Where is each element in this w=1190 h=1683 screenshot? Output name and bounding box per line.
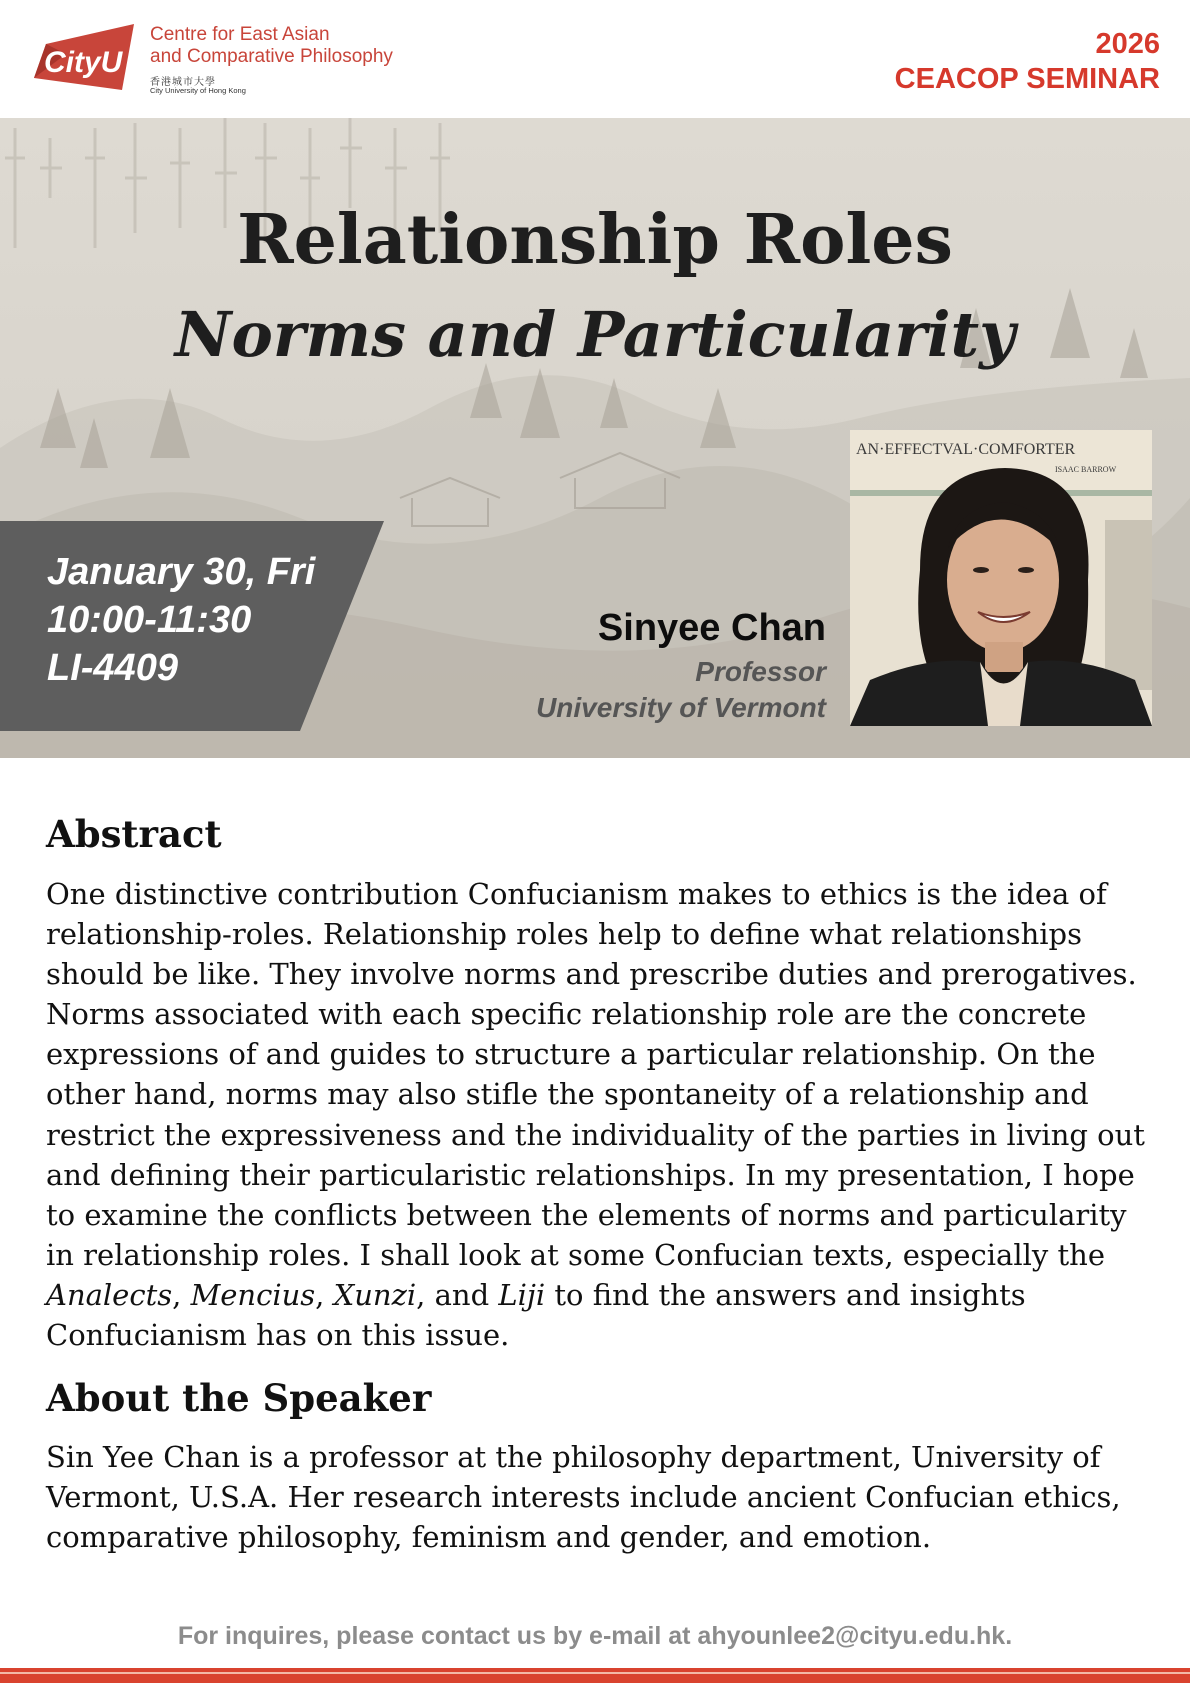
- speaker-name: Sinyee Chan: [597, 607, 826, 649]
- university-name-en: City University of Hong Kong: [150, 86, 246, 95]
- speaker-photo: [850, 430, 1152, 726]
- photo-inscription: AN·EFFECTVAL·COMFORTER: [856, 441, 1076, 458]
- speaker-title: Professor: [695, 656, 826, 687]
- separator: , and: [416, 1277, 499, 1312]
- speaker-affiliation: University of Vermont: [536, 692, 826, 723]
- event-info-box: [0, 521, 384, 731]
- footer-accent-bar: [0, 1668, 1190, 1683]
- seminar-title: Relationship Roles: [237, 200, 953, 280]
- seminar-name: CEACOP SEMINAR: [894, 63, 1160, 95]
- abstract-text: [46, 874, 1154, 1355]
- centre-name: [150, 24, 393, 68]
- event-time: 10:00-11:30: [47, 599, 252, 641]
- book-liji: Liji: [498, 1277, 546, 1312]
- event-venue: LI-4409: [47, 647, 178, 689]
- logo-text: CityU: [44, 46, 123, 79]
- seminar-year: 2026: [1095, 28, 1160, 60]
- event-date: January 30, Fri: [47, 551, 316, 593]
- header: [0, 0, 1190, 118]
- separator: ,: [315, 1277, 334, 1312]
- speaker-bio-text: Sin Yee Chan is a professor at the philosophy department, University of Vermont, U.S.A. Her research interests include ancient Confucian ethics, comparative philosophy, feminism and gender, and emotion.: [46, 1440, 1121, 1555]
- abstract-ending: to find the answers and insights Confucianism has on this issue.: [46, 1277, 1026, 1353]
- centre-name-line2: and Comparative Philosophy: [150, 46, 393, 67]
- seminar-subtitle: Norms and Particularity: [174, 298, 1016, 371]
- centre-name-line1: Centre for East Asian: [150, 24, 330, 45]
- abstract-heading: Abstract: [46, 812, 222, 856]
- abstract-body: One distinctive contribution Confucianism makes to ethics is the idea of relationship-roles. Relationship roles help to define what relationships should be like. They involve norms and prescribe duties and prerogatives. Norms associated with each specific relationship role are the concrete expressions of and guides to structure a particular relationship. On the other hand, norms may also stifle the spontaneity of a relationship and restrict the expressiveness and the individuality of the parties in living out and defining their particularistic relationships. In my presentation, I hope to examine the conflicts between the elements of norms and particularity in relationship roles. I shall look at some Confucian texts, especially the: [46, 877, 1145, 1272]
- cityu-logo: [26, 24, 142, 94]
- book-xunzi: Xunzi: [333, 1277, 417, 1312]
- banner: [0, 118, 1190, 758]
- university-name-zh: 香港城市大學: [150, 77, 216, 88]
- book-mencius: Mencius: [190, 1277, 316, 1312]
- book-analects: Analects: [46, 1277, 173, 1312]
- speaker-bio-heading: About the Speaker: [46, 1376, 432, 1420]
- photo-inscription-author: ISAAC BARROW: [1055, 465, 1117, 474]
- separator: ,: [172, 1277, 191, 1312]
- contact-line: For inquires, please contact us by e-mail at ahyounlee2@cityu.edu.hk.: [177, 1622, 1013, 1650]
